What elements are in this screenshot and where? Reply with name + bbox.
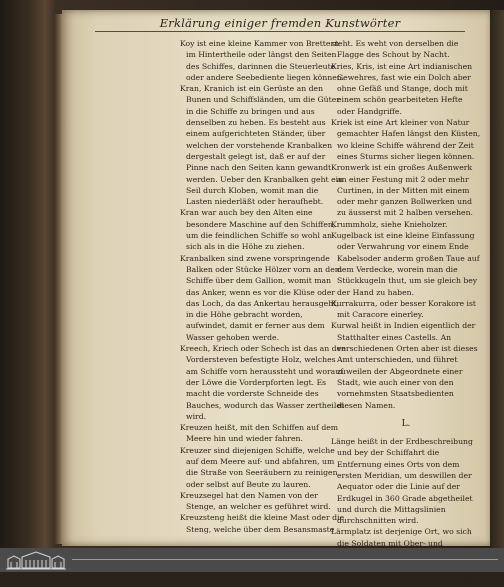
- entry: Kreuzsegel hat den Namen von der Stenge, an welcher es geführet wird.: [180, 490, 331, 512]
- entry: Kronwerk ist ein großes Außenwerk an einer Festung mit 2 oder mehr Curtinen, in der Mitten mit einem oder mehr ganzen Bollwerken und zu äusserst mit 2 halben versehen.: [331, 163, 474, 218]
- entry: Kurrakurra, oder besser Korakore ist mit Caracore einerley.: [331, 298, 477, 320]
- entry: Koy ist eine kleine Kammer von Brettern im Hintertheile oder längst den Seiten des Schiffes, darinnen die Steuerleute oder andere Seebediente liegen können.: [180, 39, 345, 82]
- entry: Kreuzer sind diejenigen Schiffe, welche auf dem Meere auf- und abfahren, um die Straße von Seeräubern zu reinigen oder selbst auf Beute zu lauren.: [180, 445, 338, 489]
- entry: Kreuzen heißt, mit den Schiffen auf dem Meere hin und wieder fahren.: [180, 423, 339, 444]
- section-letter: L.: [401, 418, 411, 429]
- right-column: [331, 38, 481, 587]
- catchword: Laffete,: [451, 576, 481, 586]
- entry: Kran, Kranich ist ein Gerüste an den Bunen und Schiffsländen, um die Güter in die Schiffe zu bringen und aus denselben zu heben. Es besteht aus einem aufgerichteten Ständer, über welchen der vorstehende Kranbalken dergestalt gelegt ist, daß er auf der Pinne nach den Seiten kann gewandt werden. Ueber den Kranbalken geht ein Seil durch Kloben, womit man die Lasten niederläßt oder heraufhebt.: [180, 84, 344, 207]
- entry: Kranbalken sind zwene vorspringende Balken oder Stücke Hölzer vorn an dem Schiffe über dem Gallion, womit man das Anker, wenn es vor die Klüse oder das Loch, da das Ankertau herausgeht, in die Höhe gebracht worden, aufwindet, damit er ferner aus dem Wasser gehoben werde.: [180, 253, 343, 342]
- footer-divider: [72, 559, 498, 560]
- header-rule: [95, 31, 465, 32]
- entry: Kriek ist eine Art kleiner von Natur gemachter Hafen längst den Küsten, wo kleine Schiffe während der Zeit eines Sturms sicher liegen können.: [331, 118, 481, 161]
- entry: Kreuzsteng heißt die kleine Mast oder die Steng, welche über dem Besansmaste: [180, 513, 345, 534]
- entry: Länge heißt in der Erdbeschreibung und bey der Schiffahrt die Entfernung eines Orts von dem ersten Meridian, um deswillen der Aequator oder die Linie auf der Erdkugel in 360 Grade abgetheilet und durch die Mittagslinien durchschnitten wird.: [331, 437, 473, 526]
- viewer-footer: [0, 548, 504, 572]
- right-gutter: [490, 10, 504, 548]
- entry: Kurwal heißt in Indien eigentlich der Statthalter eines Castells. An verschiedenen Orten aber ist dieses Amt unterschieden, und führet zuweilen der Abgeordnete einer Stadt, wie auch einer von den vornehmsten Staatsbedienten diesen Namen.: [331, 321, 478, 410]
- entry: Kugelback ist eine kleine Einfassung oder Verwahrung vor einem Ende Kabelsoder anderm großen Taue auf dem Verdecke, worein man die Stückkugeln thut, um sie gleich bey der Hand zu haben.: [331, 231, 480, 297]
- entry: steht. Es weht von derselben die Flagge des Schout by Nacht.: [331, 39, 459, 60]
- left-column: [180, 38, 346, 535]
- entry: Krummholz, siehe Knieholzer.: [331, 219, 448, 229]
- entry: Kries, Kris, ist eine Art indianischen Gewehres, fast wie ein Dolch aber ohne Gefäß und Stange, doch mit einem schön gearbeiteten Hefte oder Handgriffe.: [331, 61, 473, 116]
- page-title: Erklärung einiger fremden Kunstwörter: [159, 16, 401, 30]
- entry: Lärmplatz ist derjenige Ort, wo sich die Soldaten mit Ober- und: [331, 527, 472, 548]
- entry: Kran war auch bey den Alten eine besondere Maschine auf den Schiffen, um die feindlichen Schiffe so wohl an sich als in die Höhe zu ziehen.: [180, 208, 336, 252]
- library-building-icon: [4, 550, 68, 570]
- entry: Kreech, Kriech oder Schech ist das an den Vordersteven befestigte Holz, welches am Schiffe vorn heraussteht und worauf der Löwe die Vorderpforten legt. Es macht die vorderste Schneide des Bauches, wodurch das Wasser zertheilet wird.: [180, 344, 347, 421]
